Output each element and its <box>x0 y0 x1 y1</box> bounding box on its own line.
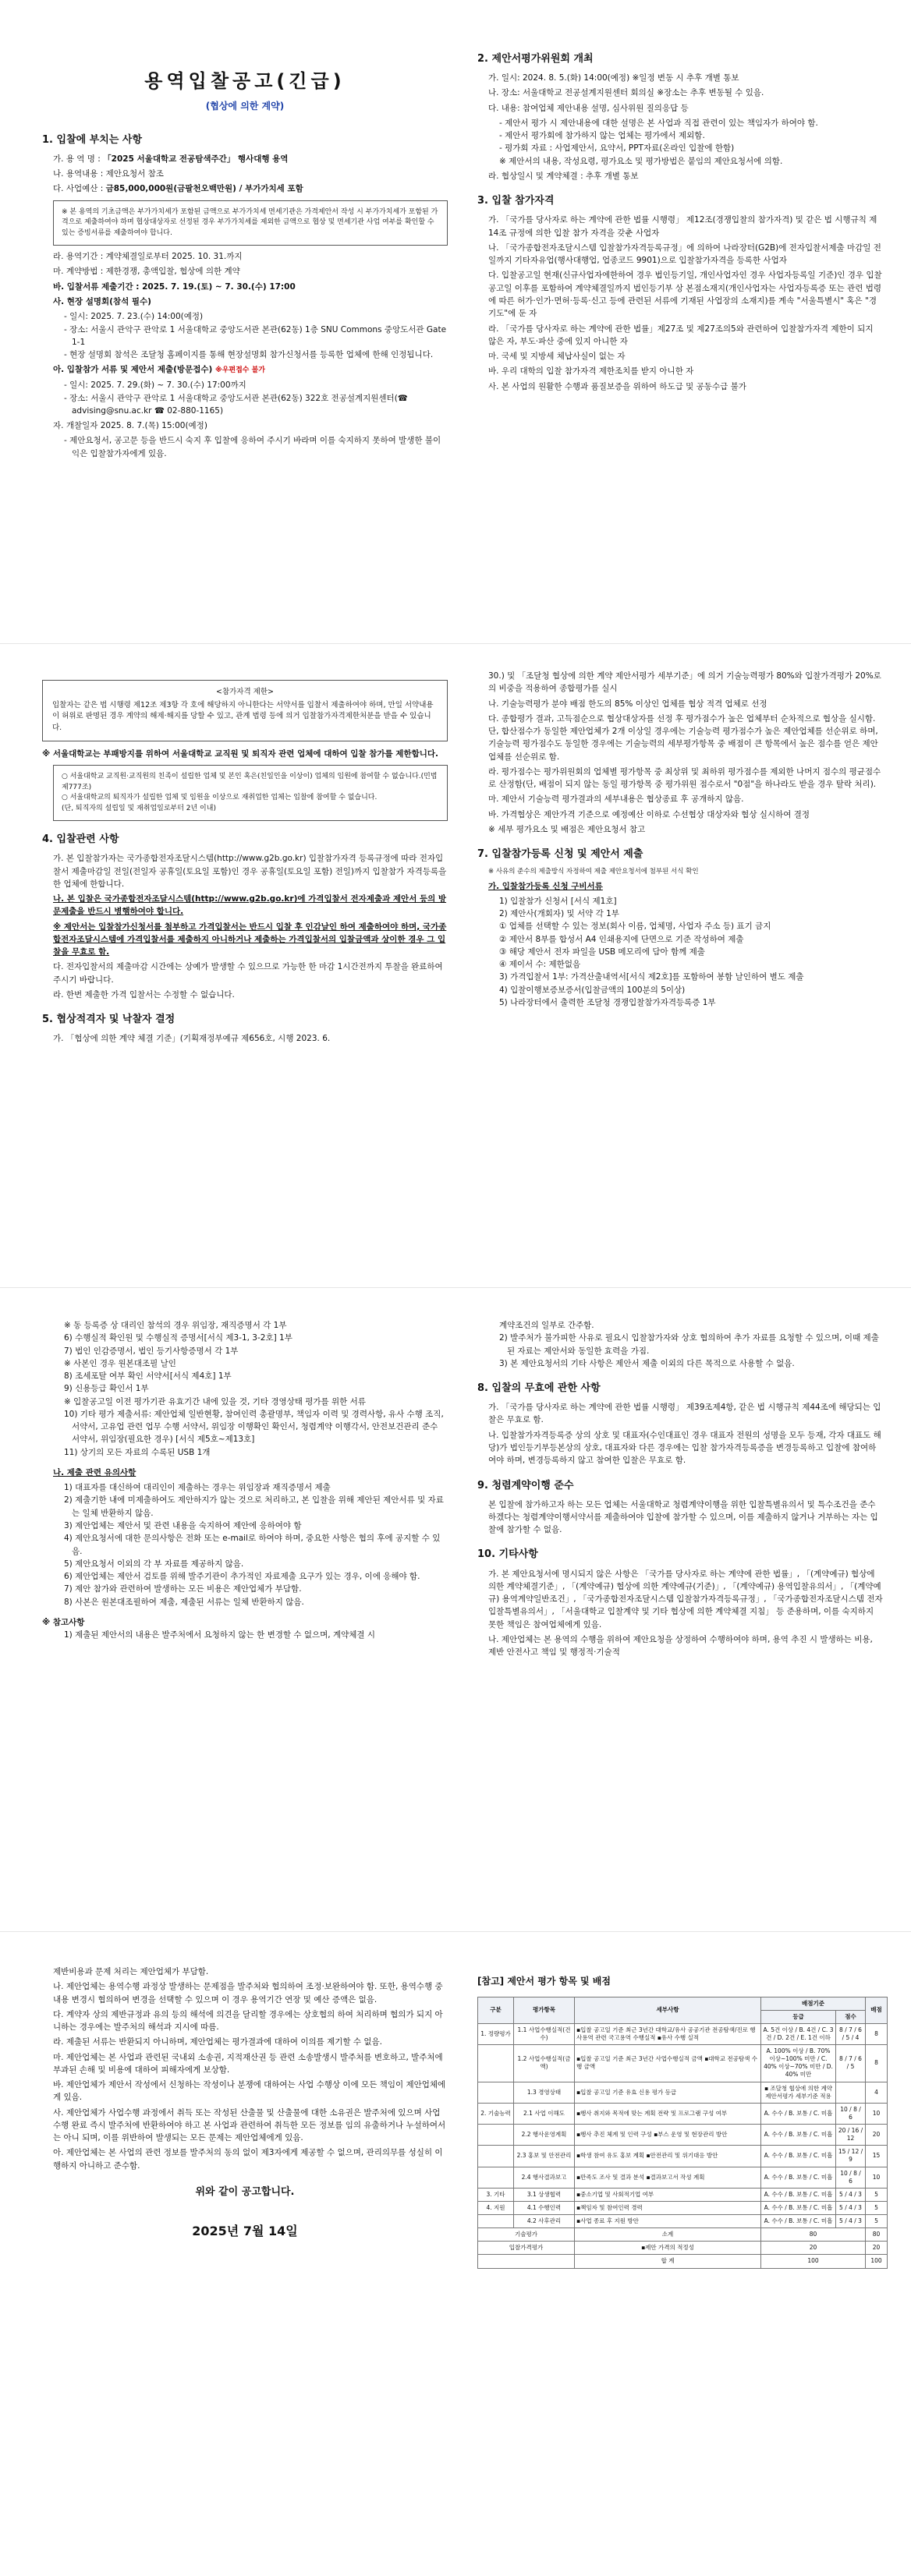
notice-date: 2025년 7월 14일 <box>192 2224 298 2239</box>
page-4 <box>0 1932 911 2576</box>
s2-item-5: - 제안서 평가회에 참가하지 않는 업체는 평가에서 제외함. <box>499 131 705 141</box>
doc-line-3: 7) 법인 인감증명서, 법인 등기사항증명서 각 1부 <box>64 1346 239 1356</box>
s5-item-7: ※ 세부 평가요소 및 배점은 제안요청서 참고 <box>488 824 646 834</box>
rows-cell: 15 <box>866 2146 888 2167</box>
section-7-heading: 7. 입찰참가등록 신청 및 제안서 제출 <box>477 848 643 861</box>
rows-row <box>478 2023 888 2044</box>
note-3: 3) 제안업체는 제안서 및 관련 내용을 숙지하여 제안에 응하여야 함 <box>64 1520 302 1530</box>
s5-item-4: 라. 평가점수는 평가위원회의 업체별 평가항목 중 최상위 및 최하위 평가점수를 제외한 나머지 점수의 평균점수로 산정함(단, 배점이 되지 않는 동일 평가항목 중 평가위원 점수로서 "0점"을 하나라도 받을 경우 탈락 처리). <box>488 766 881 790</box>
note-2: 2) 제출기한 내에 미제출하여도 제안하지가 않는 것으로 처리하고, 본 입찰을 위해 제안된 제안서류 및 자료는 일체 반환하지 않음. <box>64 1495 444 1518</box>
total-cell <box>478 2255 575 2268</box>
s4-warning: ※ 제안서는 입찰참가신청서를 첨부하고 가격입찰서는 반드시 입찰 후 인감날인 하여 제출하여야 하며, 국가종합전자조달시스템에 가격입찰서를 제출하지 아니하거나 제출하는 가격입찰서의 입찰금액과 상이한 경우 그 입찰을 무효로 함. <box>53 922 447 957</box>
s2-item-6: - 평가회 자료 : 사업제안서, 요약서, PPT자료(온라인 입찰에 한함) <box>499 143 735 154</box>
total-row <box>478 2242 888 2255</box>
s9-text: 본 입찰에 참가하고자 하는 모든 업체는 서울대학교 청렴계약이행을 위한 입찰특별유의서 및 특수조건을 준수하겠다는 청렴계약이행서약서를 제출하여야 입찰에 참가할 수 있으며, 이를 제출하지 않거나 거부하는 자는 입찰에 참가할 수 없음. <box>488 1499 878 1535</box>
item-deadline: 바. 입찰서류 제출기간 : 2025. 7. 19.(토) ~ 7. 30.(수) 17:00 <box>53 281 296 292</box>
misc-4: 라. 제출된 서류는 반환되지 아니하며, 제안업체는 평가결과에 대하여 이의를 제기할 수 없음. <box>53 2037 383 2047</box>
rows-cell: ▪ 조달청 협상에 의한 계약 제안서평가 세부기준 적용 <box>761 2082 836 2103</box>
page3-left <box>42 1319 448 1641</box>
rows-cell: A. 5건 이상 / B. 4건 / C. 3건 / D. 2건 / E. 1건 이하 <box>761 2023 836 2044</box>
budget-note-box: ※ 본 용역의 기초금액은 부가가치세가 포함된 금액으로 부가가치세 면세기관은 가격제안서 작성 시 부가가치세가 포함된 가격으로 제출하여야 하며 협상대상자로 선정된 경우 부가가치세를 제외한 금액으로 협상 및 면세기관 사업 여부를 확인할 수 있는 증빙서류를 제출하여야 합니다. <box>53 200 448 246</box>
s7-doc-2: 2) 제안사(개회자) 및 서약 각 1부 <box>499 909 619 919</box>
th-grade: 등급 <box>761 2010 836 2023</box>
s7-doc-3: ① 업체를 선택할 수 있는 정보(회사 이름, 업체명, 사업자 주소 등) 표기 금지 <box>499 922 771 932</box>
rows-cell: 2.4 행사결과보고 <box>514 2167 575 2188</box>
misc-2: 나. 제안업체는 용역수행 과정상 발생하는 문제점을 발주처와 협의하여 조정·보완하여야 함. 또한, 용역수행 중 내용 변경시 협의하여 변경을 선택할 수 있으며 이 경우 용역기간 연장 및 예산 증액은 없음. <box>53 1982 443 2005</box>
doc-line-6: 9) 신용등급 확인서 1부 <box>64 1384 149 1394</box>
evaluation-table <box>477 1997 888 2269</box>
rows-cell: 4 <box>866 2082 888 2103</box>
s7-doc-5: ③ 해당 제안서 전자 파일을 USB 메모리에 담아 함께 제출 <box>499 947 705 957</box>
rows-cell: ▪입찰 공고일 기준 최근 3년간 대학교/유사 공공기관 전공탐색/진로 행사용역 관련 국고용역 수행실적 ▪유사 수행 실적 <box>575 2023 761 2044</box>
rows-cell <box>478 2045 514 2082</box>
rows-cell: 1.2 사업수행실적(금액) <box>514 2045 575 2082</box>
s7-doc-7: 3) 가격입찰서 1부: 가격산출내역서[서식 제2호]를 포함하여 봉함 날인하여 별도 제출 <box>499 972 804 982</box>
rows-cell: 2.2 행사운영계획 <box>514 2125 575 2146</box>
total-cell: 20 <box>761 2242 866 2255</box>
page-3 <box>0 1288 911 1932</box>
briefing-time: - 일시: 2025. 7. 23.(수) 14:00(예정) <box>64 312 204 322</box>
s3-item-5: 마. 국세 및 지방세 체납사실이 없는 자 <box>488 352 626 362</box>
section-2-heading: 2. 제안서평가위원회 개최 <box>477 53 594 65</box>
s3-item-1: 가. 「국가를 당사자로 하는 계약에 관한 법률 시행령」 제12조(경쟁입찰의 참가자격) 및 같은 법 시행규칙 제14조 규정에 의한 입찰 참가 자격을 갖춘 사업자 <box>488 215 877 238</box>
s7-doc-8: 4) 입찰이행보증보증서(입찰금액의 100분의 5이상) <box>499 985 686 995</box>
doc-line-9: 11) 상기의 모든 자료의 수록된 USB 1개 <box>64 1447 211 1457</box>
rows-cell: 4. 지원 <box>478 2201 514 2214</box>
s5-item-3: 다. 종합평가 결과, 고득점순으로 협상대상자를 선정 후 평가점수가 높은 업체부터 순차적으로 협상을 실시함. 단, 합산점수가 동일한 제안업체가 2개 이상일 경우에는 기술능력 평가점수가 높은 제안업체를 선순위로 하며, 기술능력 평가점수도 동일한 경우에는 기술능력의 세부평가항목 중 배점이 큰 항목에서 높은 점수를 얻은 제안업체를 선순위로 함. <box>488 713 878 762</box>
s2-item-7: ※ 제안서의 내용, 작성요령, 평가요소 및 평가방법은 붙임의 제안요청서에 의함. <box>499 156 783 166</box>
rows-row <box>478 2201 888 2214</box>
rows-cell <box>478 2167 514 2188</box>
rows-cell: 10 / 8 / 6 <box>836 2167 866 2188</box>
opening-date: 자. 개찰일자 2025. 8. 7.(목) 15:00(예정) <box>53 421 207 431</box>
th-criteria: 배점기준 <box>761 1997 866 2010</box>
rows-cell: 15 / 12 / 9 <box>836 2146 866 2167</box>
misc-3: 다. 계약자 상의 제반규정과 유의 등의 해석에 의견을 달리할 경우에는 상호협의 하여 처리하며 협의가 되지 아니하는 경우에는 발주처의 해석과 지시에 따름. <box>53 2009 443 2033</box>
total-row <box>478 2228 888 2242</box>
total-cell: 100 <box>761 2255 866 2268</box>
item-period: 라. 용역기간 : 계약체결일로부터 2025. 10. 31.까지 <box>53 252 243 262</box>
s3-item-2: 나. 「국가종합전자조달시스템 입찰참가자격등록규정」에 의하여 나라장터(G2B)에 전자입찰서제출 마감일 전일까지 기타자유업(행사대행업, 업종코드 9901)으로 입찰참가자격을 등록한 사업자 <box>488 242 881 266</box>
total-cell: 80 <box>761 2228 866 2242</box>
submission-heading: 아. 입찰참가 서류 및 제안서 제출(방문접수) ※우편접수 불가 <box>53 365 266 375</box>
rows-cell: ▪책임자 및 참여인력 경력 <box>575 2201 761 2214</box>
submission-notes-heading: 나. 제출 관련 유의사항 <box>53 1467 136 1477</box>
rows-cell: 5 <box>866 2201 888 2214</box>
item-content: 나. 용역내용 : 제안요청서 참조 <box>53 169 164 179</box>
note-4: 4) 제안요청서에 대한 문의사항은 전화 또는 e-mail로 하여야 하며, 중요한 사항은 협의 후에 공지할 수 있음. <box>64 1534 441 1556</box>
rows-cell: ▪입찰 공고일 기준 유효 신용 평가 등급 <box>575 2082 761 2103</box>
rows-row <box>478 2082 888 2103</box>
misc-5: 마. 제안업체는 본 사업과 관련된 국내외 소송권, 지적재산권 등 관련 소송발생시 발주처를 변호하고, 발주처에 부과된 손해 및 비용에 대하여 피해자에게 보상함. <box>53 2052 443 2075</box>
section-5-heading: 5. 협상적격자 및 낙찰자 결정 <box>42 1014 175 1026</box>
rows-cell: 5 / 4 / 3 <box>836 2188 866 2201</box>
th-score: 배점 <box>866 1997 888 2023</box>
doc-line-2: 6) 수행실적 확인원 및 수행실적 증명서[서식 제3-1, 3-2호] 1부 <box>64 1333 292 1343</box>
section-3-heading: 3. 입찰 참가자격 <box>477 195 555 207</box>
rows-cell: 2.1 사업 이해도 <box>514 2103 575 2124</box>
misc-7: 사. 제안업체가 사업수행 과정에서 취득 또는 작성된 산출물 및 산출물에 대한 소유권은 발주처에 있으며 사업수행 완료 즉시 발주처에 반환하여야 하고 본 사업과 관련하여 취득한 모든 정보를 임의 유출하거나 누설하여서는 아니 되며, 이를 위반하여 발생되는 모든 문제는 제안업체에게 있음. <box>53 2107 446 2143</box>
note-1: 1) 대표자를 대신하여 대리인이 제출하는 경우는 위임장과 재직증명서 제출 <box>64 1483 331 1493</box>
s7-note: ※ 사유의 준수의 제출방식 자정하여 제출 제안요청서에 첨부된 서식 확인 <box>488 868 699 876</box>
s3-item-3: 다. 입찰공고일 현재(신규사업자에한하여 경우 법인등기일, 개인사업자인 경우 사업자등록일 기준)인 경우 입찰공고일 이후를 포함하여 계약체결일까지 법인등기부 상 본점소재지(개인사업자는 사업자등록증 또는 관련 법령에 따른 허가·인가·면허·등록·신고 등에 관련된 서류에 기재된 사업장의 소재지)를 계속 "서울특별시" 혹은 "경기도"에 둔 자 <box>488 271 882 319</box>
note-6: 6) 제안업체는 제안서 검토를 위해 발주기관이 추가적인 자료제출 요구가 있는 경우, 이에 응해야 함. <box>64 1572 420 1582</box>
rows-cell: 10 <box>866 2167 888 2188</box>
rows-cell: 1.1 사업수행실적(건수) <box>514 2023 575 2044</box>
rows-cell <box>478 2125 514 2146</box>
doc-line-7: ※ 입찰공고일 이전 평가기관 유효기간 내에 있을 것, 기타 경영상태 평가를 위한 서류 <box>64 1396 366 1407</box>
rows-cell: ▪행사 추진 체계 및 인력 구성 ▪부스 운영 및 현장관리 방안 <box>575 2125 761 2146</box>
reference-1: 1) 제출된 제안서의 내용은 발주처에서 요청하지 않는 한 변경할 수 없으며, 계약체결 시 <box>64 1630 376 1640</box>
ref-cont-3: 3) 본 제안요청서의 기타 사항은 제안서 제출 이외의 다른 목적으로 사용할 수 없음. <box>499 1358 795 1368</box>
rows-cell: 3. 기타 <box>478 2188 514 2201</box>
rows-cell: 2. 기술능력 <box>478 2103 514 2124</box>
th-item: 평가항목 <box>514 1997 575 2023</box>
doc-line-8: 10) 기타 평가 제출서류: 제안업체 일반현황, 참여인력 총괄명부, 책임자 이력 및 경력사항, 유사 수행 조직, 서약서, 고유업 관련 업무 수행 서약서, 위임장 이행확인 확인서, 청렴계약 이행각서, 안전보건관리 준수 서약서, 위임장(필요한 경우) [서식 제5호~제13호] <box>64 1409 444 1445</box>
reference-heading: ※ 참고사항 <box>42 1617 85 1627</box>
rows-row <box>478 2188 888 2201</box>
section-10-heading: 10. 기타사항 <box>477 1548 538 1561</box>
rows-cell: 4.2 사후관리 <box>514 2215 575 2228</box>
total-cell: 소계 <box>575 2228 761 2242</box>
s7-doc-1: 1) 입찰참가 신청서 [서식 제1호] <box>499 896 617 906</box>
s2-item-2: 나. 장소: 서울대학교 전공설계지원센터 회의실 ※장소는 추후 변동될 수 있음. <box>488 88 764 98</box>
s2-item-1: 가. 일시: 2024. 8. 5.(화) 14:00(예정) ※일정 변동 시 추후 개별 통보 <box>488 73 739 83</box>
s8-item-1: 가. 「국가를 당사자로 하는 계약에 관한 법률 시행령」 제39조제4항, 같은 법 시행규칙 제44조에 해당되는 입찰은 무효로 함. <box>488 1403 881 1425</box>
s7-doc-9: 5) 나라장터에서 출력한 조달청 경쟁입찰참가자격등록증 1부 <box>499 997 716 1007</box>
anti-corruption-warning: ※ 서울대학교는 부패방지를 위하여 서울대학교 교직원 및 퇴직자 관련 업체에 대하여 입찰 참가를 제한합니다. <box>42 748 439 759</box>
rows-cell <box>478 2082 514 2103</box>
page1-right <box>477 41 883 395</box>
ref-cont-2: 2) 발주처가 불가피한 사유로 필요시 입찰참가자와 상호 협의하여 추가 자료를 요청할 수 있으며, 이때 제출된 자료는 제안서와 동일한 효력을 가짐. <box>499 1333 879 1356</box>
total-cell: 입찰가격평가 <box>478 2242 575 2255</box>
total-cell: 100 <box>866 2255 888 2268</box>
rows-cell <box>478 2215 514 2228</box>
page2-left <box>42 667 448 1048</box>
s7-doc-4: ② 제안서 8부를 합성서 A4 인쇄용지에 단면으로 기준 작성하여 제출 <box>499 934 744 944</box>
s5-item-5: 마. 제안서 기술능력 평가결과의 세부내용은 협상종료 후 공개하지 않음. <box>488 794 744 805</box>
rows-cell: ▪입찰 공고일 기준 최근 3년간 사업수행실적 금액 ▪대학교 전공탐색 수행 금액 <box>575 2045 761 2082</box>
rows-cell: 4.1 수행인력 <box>514 2201 575 2214</box>
s8-item-2: 나. 입찰참가자격등록증 상의 상호 및 대표자(수인대표인 경우 대표자 전원의 성명을 모두 등재, 각자 대표도 해당)가 법인등기부등본상의 상호, 대표자와 다른 경우에는 입찰 참가자격등록증을 변경등록하고 입찰에 참여하여야 하며, 변경등록하지 않고 참여한 입찰은 무효로 함. <box>488 1430 881 1466</box>
s4-item-2: 나. 본 입찰은 국가종합전자조달시스템(http://www.g2b.go.kr)에 가격입찰서 전자제출과 제안서 등의 방문제출을 반드시 병행하여야 합니다. <box>53 894 447 917</box>
item-name: 가. 용 역 명 : 「2025 서울대학교 전공탐색주간」 행사대행 용역 <box>53 154 289 164</box>
doc-title: 용역입찰공고(긴급) <box>144 70 346 92</box>
rows-cell: 1.3 경영상태 <box>514 2082 575 2103</box>
s2-item-4: - 제안서 평가 시 제안내용에 대한 설명은 본 사업과 직접 관련이 있는 책임자가 하여야 함. <box>499 118 818 128</box>
total-cell: 합 계 <box>575 2255 761 2268</box>
section-1-heading: 1. 입찰에 부치는 사항 <box>42 133 143 146</box>
item-method: 마. 계약방법 : 제한경쟁, 총액입찰, 협상에 의한 계약 <box>53 267 240 277</box>
rows-row <box>478 2045 888 2082</box>
rows-cell: A. 100% 이상 / B. 70% 이상~100% 미만 / C. 40% 이상~70% 미만 / D. 40% 미만 <box>761 2045 836 2082</box>
page1-left <box>42 41 448 460</box>
s4-item-1: 가. 본 입찰참가자는 국가종합전자조달시스템(http://www.g2b.go.kr) 입찰참가자격 등록규정에 따라 전자입찰서 제출마감일 전일(전일자 공휴일(토요일 포함)인 경우 공휴일(토요일 포함) 전일)까지 입찰참가 자격등록을 한 업체에 한합니다. <box>53 854 447 889</box>
rows-cell: A. 수수 / B. 보통 / C. 미흡 <box>761 2188 836 2201</box>
total-cell: 기술평가 <box>478 2228 575 2242</box>
rows-cell <box>836 2082 866 2103</box>
rows-cell: 1. 정량평가 <box>478 2023 514 2044</box>
rows-cell: ▪만족도 조사 및 결과 분석 ▪결과보고서 작성 계획 <box>575 2167 761 2188</box>
rows-cell: A. 수수 / B. 보통 / C. 미흡 <box>761 2215 836 2228</box>
rows-cell: 8 <box>866 2045 888 2082</box>
misc-6: 바. 제안업체가 제안서 작성에서 신청하는 작성이나 분쟁에 대하여는 사업 수행상 이에 모든 책임이 제안업체에게 있음. <box>53 2080 446 2103</box>
note-7: 7) 제안 참가와 관련하여 발생하는 모든 비용은 제안업체가 부담함. <box>64 1584 302 1594</box>
rows-cell: ▪학생 참여 유도 홍보 계획 ▪안전관리 및 위기대응 방안 <box>575 2146 761 2167</box>
rows-row <box>478 2215 888 2228</box>
rows-row <box>478 2103 888 2124</box>
rows-cell: A. 수수 / B. 보통 / C. 미흡 <box>761 2201 836 2214</box>
total-cell: 80 <box>866 2228 888 2242</box>
s7-doc-6: ④ 제이서 수: 제한없음 <box>499 960 581 970</box>
section-8-heading: 8. 입찰의 무효에 관한 사항 <box>477 1382 601 1395</box>
doc-subtitle: (협상에 의한 계약) <box>205 101 285 112</box>
rows-row <box>478 2125 888 2146</box>
section-4-heading: 4. 입찰관련 사항 <box>42 833 119 846</box>
s5-item-2: 나. 기술능력평가 분야 배점 한도의 85% 이상인 업체를 협상 적격 업체로 선정 <box>488 699 767 709</box>
rows-cell: 8 <box>866 2023 888 2044</box>
s5-item-6: 바. 가격협상은 제안가격 기준으로 예정예산 이하로 수선협상 대상자와 협상 실시하여 결정 <box>488 809 810 819</box>
s4-item-3: 다. 전자입찰서의 제출마감 시간에는 상예가 발생할 수 있으므로 가능한 한 마감 1시간전까지 투찰을 완료하여 주시기 바랍니다. <box>53 962 443 985</box>
rows-cell: A. 수수 / B. 보통 / C. 미흡 <box>761 2146 836 2167</box>
th-detail: 세부사항 <box>575 1997 761 2023</box>
s5-item-1: 가. 「협상에 의한 계약 체결 기준」(기획재정부예규 제656호, 시행 2023. 6. <box>53 1034 331 1044</box>
submission-time: - 일시: 2025. 7. 29.(화) ~ 7. 30.(수) 17:00까지 <box>64 380 246 391</box>
rows-cell: A. 수수 / B. 보통 / C. 미흡 <box>761 2125 836 2146</box>
rows-cell: 10 <box>866 2103 888 2124</box>
page2-right <box>477 667 883 1009</box>
rows-cell: A. 수수 / B. 보통 / C. 미흡 <box>761 2167 836 2188</box>
rows-cell: ▪사업 종료 후 지원 방안 <box>575 2215 761 2228</box>
rows-cell: 5 / 4 / 3 <box>836 2201 866 2214</box>
item-budget: 다. 사업예산 : 금85,000,000원(금팔천오백만원) / 부가가치세 포함 <box>53 184 303 194</box>
page-2 <box>0 644 911 1288</box>
page4-right <box>477 1963 888 2269</box>
doc-line-5: 8) 조세포탈 여부 확인 서약서[서식 제4호] 1부 <box>64 1371 232 1382</box>
doc-line-1: ※ 동 등록증 상 대리인 참석의 경우 위임장, 재직증명서 각 1부 <box>64 1321 287 1330</box>
rows-cell <box>478 2146 514 2167</box>
rows-cell: 8 / 7 / 6 / 5 / 4 <box>836 2023 866 2044</box>
section-9-heading: 9. 청렴계약이행 준수 <box>477 1479 574 1491</box>
page3-right <box>477 1319 883 1661</box>
rows-cell: 3.1 상생협력 <box>514 2188 575 2201</box>
ref-cont-1: 계약조건의 일부로 간주함. <box>499 1321 594 1330</box>
rows-cell: ▪중소기업 및 사회적기업 여부 <box>575 2188 761 2201</box>
s5-cont: 30.) 및 「조달청 협상에 의한 계약 제안서평가 세부기준」에 의거 기술능력평가 80%와 입찰가격평가 20%로의 비중을 적용하여 종합평가를 실시 <box>488 671 881 694</box>
s10-item-1: 가. 본 제안요청서에 명시되지 않은 사항은 「국가를 당사자로 하는 계약에 관한 법률」, 「(계약예규) 협상에 의한 계약체결기준」, 「(계약예규) 협상에 의한 계약예규(기준)」, 「(계약예규) 용역입찰유의서」, 「(계약예규) 용역계약일반조건」, 「국가종합전자조달시스템 입찰참가자격등록규정」, 「국가종합전자조달시스템 전자입찰특별유의서」, 「서울대학교 입찰계약 및 기타 협상에 의한 계약체결 지침」 등 준용하며, 이를 숙지하지 못한 책임은 참여업체에게 있음. <box>488 1569 883 1629</box>
note-5: 5) 제안요청서 이외의 각 부 자료를 제공하지 않음. <box>64 1559 244 1569</box>
total-cell: 20 <box>866 2242 888 2255</box>
s4-item-4: 라. 한번 제출한 가격 입찰서는 수정할 수 없습니다. <box>53 989 235 1000</box>
opening-note: - 제안요청서, 공고문 등을 반드시 숙지 후 입찰에 응하여 주시기 바라며 이를 숙지하지 못하여 발생한 불이익은 입찰참가자에게 있음. <box>64 436 441 458</box>
evaluation-table-body <box>478 2023 888 2268</box>
rows-row <box>478 2167 888 2188</box>
rows-cell: ▪행사 취지와 목적에 맞는 계획 전략 및 프로그램 구성 여부 <box>575 2103 761 2124</box>
th-points: 점수 <box>836 2010 866 2023</box>
s2-item-8: 라. 협상일시 및 계약체결 : 추후 개별 통보 <box>488 172 639 181</box>
rows-cell: 8 / 7 / 6 / 5 <box>836 2045 866 2082</box>
total-row <box>478 2255 888 2268</box>
s3-item-7: 사. 본 사업의 원활한 수행과 품질보증을 위하여 하도급 및 공동수급 불가 <box>488 381 746 391</box>
misc-1: 제반비용과 문제 처리는 제안업체가 부담함. <box>53 1967 209 1976</box>
briefing-note: - 현장 설명회 참석은 조달청 홈페이지를 통해 현장설명회 참가신청서를 등록한 업체에 한해 인정됩니다. <box>64 350 434 360</box>
s7-docs-heading: 가. 입찰참가등록 신청 구비서류 <box>488 881 603 891</box>
rows-cell: 20 <box>866 2125 888 2146</box>
rows-cell: 5 / 4 / 3 <box>836 2215 866 2228</box>
closing-text: 위와 같이 공고합니다. <box>195 2185 295 2198</box>
briefing-place: - 장소: 서울시 관악구 관악로 1 서울대학교 중앙도서관 본관(62동) 1층 SNU Commons 중앙도서관 Gate 1-1 <box>64 324 447 347</box>
page-1 <box>0 0 911 644</box>
s3-item-6: 바. 우리 대학의 입찰 참가자격 제한조치를 받지 아니한 자 <box>488 366 694 377</box>
th-category: 구분 <box>478 1997 514 2023</box>
submission-place: - 장소: 서울시 관악구 관악로 1 서울대학교 중앙도서관 본관(62동) 322호 전공설계지원센터(☎ advising@snu.ac.kr ☎ 02-880-1165) <box>64 393 408 416</box>
note-8: 8) 사본은 원본대조필하여 제출, 제출된 서류는 일체 반환하지 않음. <box>64 1597 304 1607</box>
restriction-list: ○ 서울대학교 교직원·교직원의 친족이 설립한 업체 및 본인 혹은(친일인을 이상이) 업체의 임원에 참여할 수 없습니다.(민법 제777조) ○ 서울대학교의 퇴직자가 설립한 업체 및 임원을 이상으로 재취업한 업체는 입찰에 참여할 수 없습니다. (단, 퇴직자의 설립일 및 재취업일로부터 2년 이내) <box>53 765 448 821</box>
table-title: [참고] 제안서 평가 항목 및 배점 <box>477 1976 611 1987</box>
rows-cell: A. 수수 / B. 보통 / C. 미흡 <box>761 2103 836 2124</box>
misc-8: 아. 제안업체는 본 사업의 관련 정보를 발주처의 동의 없이 제3자에게 제공할 수 없으며, 관리의무를 성실히 이행하지 아니하고 준수함. <box>53 2148 443 2171</box>
s2-item-3: 다. 내용: 참여업체 제안내용 설명, 심사위원 질의응답 등 <box>488 103 689 113</box>
rows-cell: 2.3 홍보 및 안전관리 <box>514 2146 575 2167</box>
doc-line-4: ※ 사본인 경우 원본대조필 날인 <box>64 1358 176 1368</box>
rows-row <box>478 2146 888 2167</box>
rows-cell: 5 <box>866 2215 888 2228</box>
rows-cell: 10 / 8 / 6 <box>836 2103 866 2124</box>
rows-cell: 5 <box>866 2188 888 2201</box>
s10-item-2: 나. 제안업체는 본 용역의 수행을 위하여 제안요청을 상정하여 수행하여야 하며, 용역 추진 시 발생하는 비용, 제반 안전사고 책임 및 행정적·기술적 <box>488 1634 873 1658</box>
total-cell: ▪제안 가격의 적정성 <box>575 2242 761 2255</box>
restriction-box: <참가자격 제한> 입찰자는 같은 법 시행령 제12조 제3항 각 호에 해당하지 아니한다는 서약서를 입찰서 제출하여야 하며, 만일 서약내용이 허위로 판명된 경우 계약의 해제·해지를 당할 수 있고, 관계 법령 등에 의거 입찰참가자격제한처분을 받을 수 있습니다. <box>42 680 448 741</box>
s3-item-4: 라. 「국가를 당사자로 하는 계약에 관한 법률」제27조 및 제27조의5와 관련하여 입찰참가자격 제한이 되지 않은 자, 부도·파산 중에 있지 아니한 자 <box>488 324 874 346</box>
rows-cell: 20 / 16 / 12 <box>836 2125 866 2146</box>
page4-left <box>42 1963 448 2242</box>
briefing-heading: 사. 현장 설명회(참석 필수) <box>53 297 151 307</box>
